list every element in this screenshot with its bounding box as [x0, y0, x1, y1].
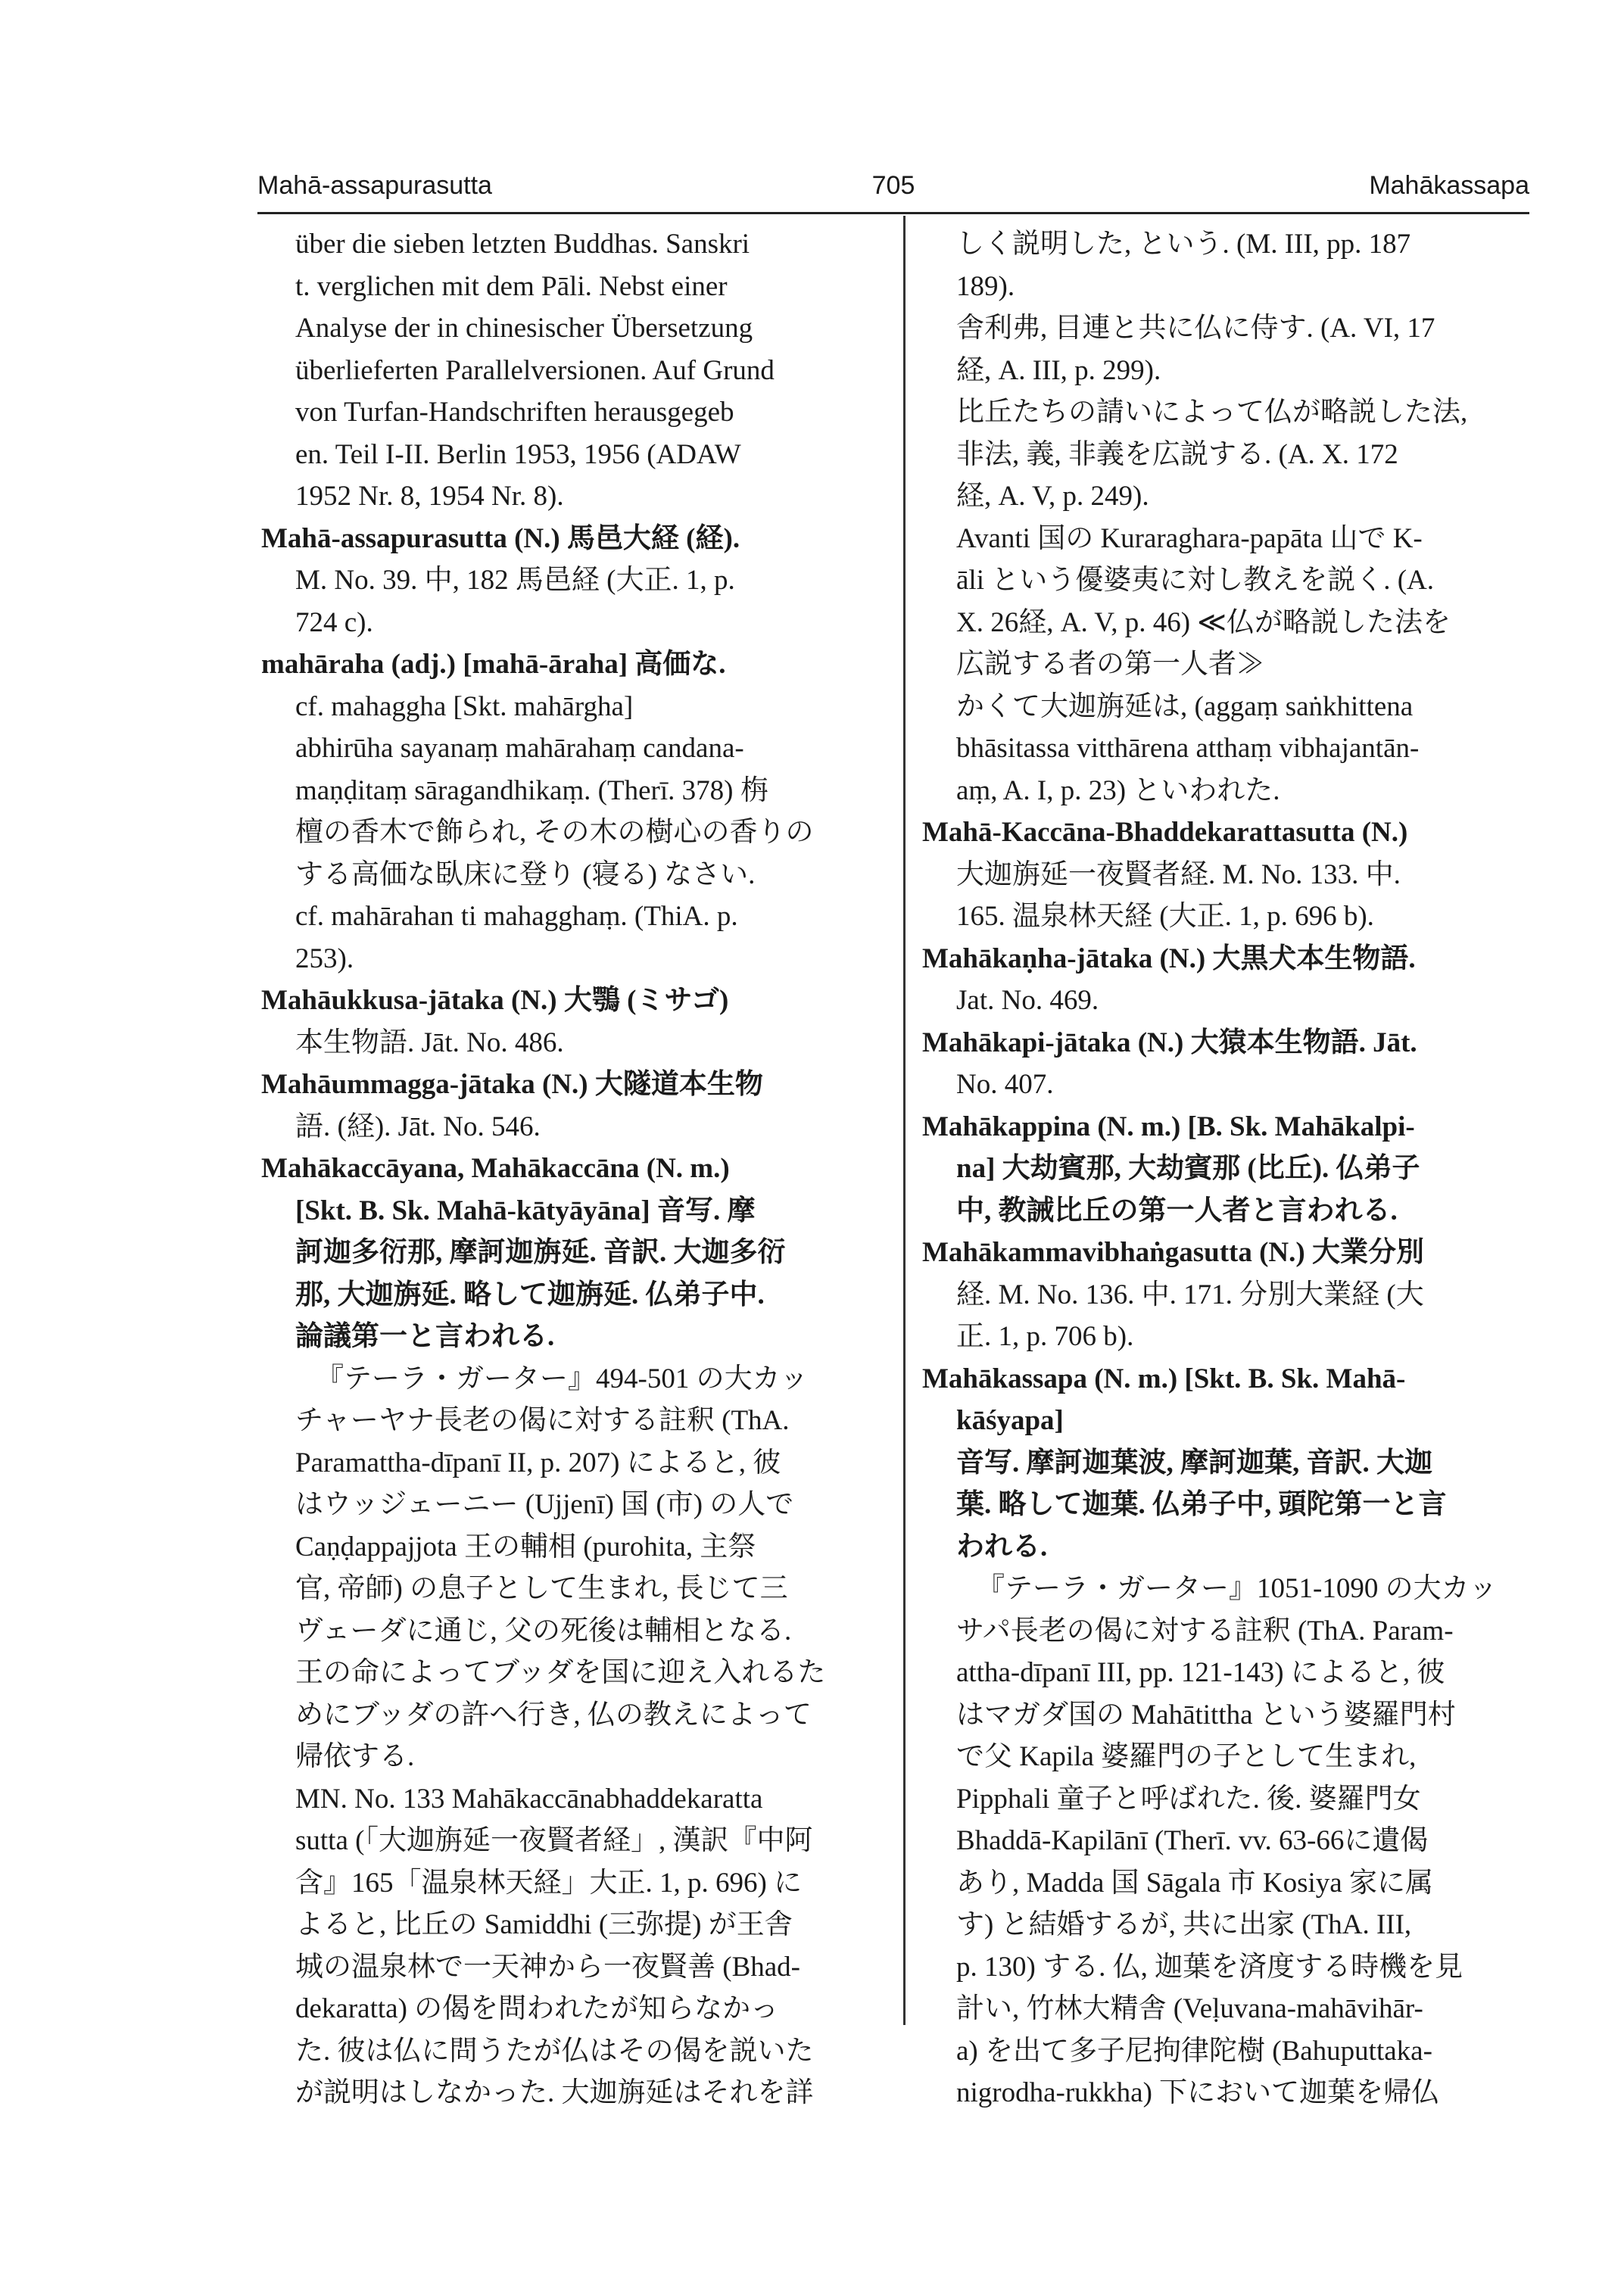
entry-text-line: 論議第一と言われる. [295, 1321, 555, 1352]
entry-text-line: す) と結婚するが, 共に出家 (ThA. III, [956, 1909, 1412, 1940]
entry-text-line: Jat. No. 469. [956, 985, 1099, 1016]
entry-text-line: No. 407. [956, 1069, 1054, 1100]
entry-headword-line: Mahākammavibhaṅgasutta (N.) 大業分別 [922, 1237, 1424, 1268]
entry-text-line: はマガダ国の Mahātittha という婆羅門村 [956, 1699, 1456, 1731]
entry-text-line: あり, Madda 国 Sāgala 市 Kosiya 家に属 [956, 1867, 1433, 1899]
entry-text-line: 比丘たちの請いによって仏が略説した法, [956, 397, 1468, 428]
entry-headword-line: Mahā-Kaccāna-Bhaddekarattasutta (N.) [922, 817, 1408, 848]
entry-headword-line: Mahāummagga-jātaka (N.) 大隧道本生物 [261, 1069, 763, 1100]
entry-text-line: 訶迦多衍那, 摩訶迦旃延. 音訳. 大迦多衍 [295, 1237, 786, 1268]
entry-text-line: a) を出て多子尼拘律陀樹 (Bahuputtaka- [956, 2035, 1432, 2067]
entry-text-line: Bhaddā-Kapilānī (Therī. vv. 63-66に遺偈 [956, 1825, 1429, 1856]
entry-text-line: しく説明した, という. (M. III, pp. 187 [956, 229, 1411, 260]
entry-text-line: 724 c). [295, 606, 373, 638]
entry-text-line: 経, A. V, p. 249). [956, 481, 1149, 512]
entry-text-line: で父 Kapila 婆羅門の子として生まれ, [956, 1741, 1417, 1772]
entry-text-line: 本生物語. Jāt. No. 486. [295, 1027, 564, 1058]
entry-text-line: p. 130) する. 仏, 迦葉を済度する時機を見 [956, 1951, 1463, 1983]
entry-text-line: na] 大劫賓那, 大劫賓那 (比丘). 仏弟子 [956, 1153, 1420, 1184]
entry-text-line: 253). [295, 942, 354, 974]
entry-text-line: über die sieben letzten Buddhas. Sanskri [295, 229, 750, 260]
entry-text-line: [Skt. B. Sk. Mahā-kātyāyāna] 音写. 摩 [295, 1195, 756, 1226]
entry-text-line: する高価な臥床に登り (寝る) なさい. [295, 858, 756, 890]
entry-text-line: 『テーラ・ガーター』1051-1090 の大カッ [977, 1573, 1498, 1604]
entry-text-line: dekaratta) の偈を問われたが知らなかっ [295, 1993, 779, 2024]
entry-text-line: 檀の香木で飾られ, その木の樹心の香りの [295, 817, 814, 848]
entry-text-line: maṇḍitaṃ sāragandhikaṃ. (Therī. 378) 栴 [295, 774, 768, 806]
entry-text-line: 広説する者の第一人者≫ [956, 649, 1264, 680]
entry-text-line: 165. 温泉林天経 (大正. 1, p. 696 b). [956, 901, 1374, 932]
header-right-headword: Mahākassapa [1369, 171, 1529, 200]
entry-text-line: 正. 1, p. 706 b). [956, 1321, 1134, 1352]
entry-text-line: 官, 帝師) の息子として生まれ, 長じて三 [295, 1573, 788, 1604]
entry-text-line: āli という優婆夷に対し教えを説く. (A. [956, 565, 1435, 596]
entry-text-line: en. Teil I-II. Berlin 1953, 1956 (ADAW [295, 438, 741, 470]
entry-text-line: サパ長老の偈に対する註釈 (ThA. Param- [956, 1615, 1454, 1647]
entry-text-line: abhirūha sayanaṃ mahārahaṃ candana- [295, 733, 744, 764]
entry-text-line: Analyse der in chinesischer Übersetzung [295, 313, 753, 344]
entry-headword-line: Mahāukkusa-jātaka (N.) 大鶚 (ミサゴ) [261, 985, 729, 1016]
entry-text-line: t. verglichen mit dem Pāli. Nebst einer [295, 270, 728, 302]
entry-text-line: われる. [956, 1531, 1048, 1562]
entry-text-line: た. 彼は仏に問うたが仏はその偈を説いた [295, 2035, 814, 2067]
entry-headword-line: Mahākapi-jātaka (N.) 大猿本生物語. Jāt. [922, 1027, 1417, 1058]
left-column [261, 223, 867, 2114]
header-rule [257, 212, 1529, 214]
running-header [257, 171, 1529, 213]
entry-text-line: めにブッダの許へ行き, 仏の教えによって [295, 1699, 812, 1731]
entry-text-line: 中, 教誡比丘の第一人者と言われる. [956, 1195, 1398, 1226]
entry-text-line: 189). [956, 270, 1015, 302]
right-column [922, 223, 1528, 2114]
entry-text-line: sutta (「大迦旃延一夜賢者経」, 漢訳『中阿 [295, 1825, 813, 1856]
entry-text-line: aṃ, A. I, p. 23) といわれた. [956, 774, 1280, 806]
entry-text-line: M. No. 39. 中, 182 馬邑経 (大正. 1, p. [295, 565, 735, 596]
entry-text-line: nigrodha-rukkha) 下において迦葉を帰仏 [956, 2077, 1440, 2108]
entry-text-line: はウッジェーニー (Ujjenī) 国 (市) の人で [295, 1489, 794, 1520]
entry-text-line: Caṇḍappajjota 王の輔相 (purohita, 主祭 [295, 1531, 756, 1562]
entry-text-line: 舎利弗, 目連と共に仏に侍す. (A. VI, 17 [956, 313, 1435, 344]
entry-text-line: よると, 比丘の Samiddhi (三弥提) が王舎 [295, 1909, 793, 1940]
entry-text-line: 那, 大迦旃延. 略して迦旃延. 仏弟子中. [295, 1279, 765, 1310]
entry-headword-line: Mahākappina (N. m.) [B. Sk. Mahākalpi- [922, 1111, 1415, 1142]
entry-headword-line: Mahākassapa (N. m.) [Skt. B. Sk. Mahā- [922, 1363, 1406, 1394]
entry-text-line: 語. (経). Jāt. No. 546. [295, 1111, 541, 1142]
entry-text-line: cf. mahaggha [Skt. mahārgha] [295, 690, 634, 722]
entry-text-line: MN. No. 133 Mahākaccānabhaddekaratta [295, 1783, 763, 1815]
entry-text-line: 経. M. No. 136. 中. 171. 分別大業経 (大 [956, 1279, 1424, 1310]
entry-text-line: kāśyapa] [956, 1405, 1064, 1436]
entry-text-line: 帰依する. [295, 1741, 415, 1772]
entry-text-line: Paramattha-dīpanī II, p. 207) によると, 彼 [295, 1447, 781, 1478]
entry-text-line: Avanti 国の Kuraraghara-papāta 山で K- [956, 522, 1423, 554]
header-left-headword: Mahā-assapurasutta [257, 171, 492, 200]
entry-text-line: 経, A. III, p. 299). [956, 354, 1161, 386]
entry-text-line: 大迦旃延一夜賢者経. M. No. 133. 中. [956, 858, 1401, 890]
entry-text-line: ヴェーダに通じ, 父の死後は輔相となる. [295, 1615, 792, 1647]
entry-text-line: チャーヤナ長老の偈に対する註釈 (ThA. [295, 1405, 790, 1436]
entry-text-line: 城の温泉林で一天神から一夜賢善 (Bhad- [295, 1951, 800, 1983]
entry-headword-line: Mahākaṇha-jātaka (N.) 大黒犬本生物語. [922, 942, 1416, 974]
entry-text-line: 計い, 竹林大精舎 (Veḷuvana-mahāvihār- [956, 1993, 1423, 2024]
entry-text-line: 含』165「温泉林天経」大正. 1, p. 696) に [295, 1867, 803, 1899]
column-divider [903, 216, 906, 2025]
entry-text-line: von Turfan-Handschriften herausgegeb [295, 397, 734, 428]
entry-text-line: 非法, 義, 非義を広説する. (A. X. 172 [956, 438, 1398, 470]
entry-text-line: attha-dīpanī III, pp. 121-143) によると, 彼 [956, 1657, 1445, 1688]
entry-text-line: 音写. 摩訶迦葉波, 摩訶迦葉, 音訳. 大迦 [956, 1447, 1432, 1478]
page-number: 705 [871, 171, 915, 200]
entry-text-line: 1952 Nr. 8, 1954 Nr. 8). [295, 481, 564, 512]
entry-headword-line: Mahā-assapurasutta (N.) 馬邑大経 (経). [261, 522, 740, 554]
entry-text-line: cf. mahārahan ti mahagghaṃ. (ThiA. p. [295, 901, 738, 932]
entry-text-line: が説明はしなかった. 大迦旃延はそれを詳 [295, 2077, 814, 2108]
entry-text-line: bhāsitassa vitthārena atthaṃ vibhajantān- [956, 733, 1420, 764]
entry-headword-line: mahāraha (adj.) [mahā-āraha] 高価な. [261, 649, 726, 680]
entry-text-line: 王の命によってブッダを国に迎え入れるた [295, 1657, 826, 1688]
entry-text-line: überlieferten Parallelversionen. Auf Grund [295, 354, 775, 386]
entry-text-line: 『テーラ・ガーター』494-501 の大カッ [316, 1363, 809, 1394]
entry-text-line: Pipphali 童子と呼ばれた. 後. 婆羅門女 [956, 1783, 1421, 1815]
entry-text-line: 葉. 略して迦葉. 仏弟子中, 頭陀第一と言 [956, 1489, 1447, 1520]
entry-text-line: かくて大迦旃延は, (aggaṃ saṅkhittena [956, 690, 1414, 722]
entry-headword-line: Mahākaccāyana, Mahākaccāna (N. m.) [261, 1153, 730, 1184]
entry-text-line: X. 26経, A. V, p. 46) ≪仏が略説した法を [956, 606, 1451, 638]
